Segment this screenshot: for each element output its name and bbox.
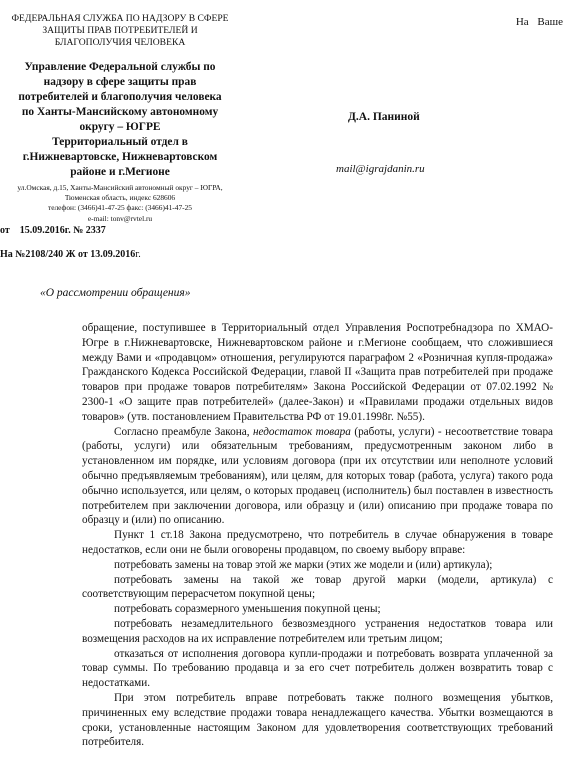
department-line: округу – ЮГРЕ [79, 121, 161, 133]
department-line: г.Нижневартовске, Нижневартовском [22, 151, 218, 163]
ref-date: 13.09.2016 [90, 249, 136, 260]
ref-date: 15.09.2016 [19, 225, 65, 236]
letter-body [82, 321, 553, 750]
body-text: (работы, услуги) - несоответствие товара (работы, услуги) или обязательным требованиям, предусмотренным законом либо в установленном им порядке, или условиям договора (при их отсутствии или неполноте условий обычно предъявляемым требованиям), или целям, для которых товар (работа, услуга) такого рода обычно используется, или целям, о которых продавец (исполнитель) был поставлен в известность потребителем при заключении договора, или образцу и (или) описанию при продаже товара по образцу и (или) по описанию. [82, 425, 553, 527]
department-name [4, 60, 236, 180]
address-line: телефон: (3466)41-47-25 факс: (3466)41-47-25 [47, 203, 192, 213]
address-line: Тюменская область, индекс 628606 [64, 193, 176, 203]
department-line: Территориальный отдел в [52, 136, 188, 148]
list-item: потребовать замены на товар этой же марки (этих же модели и (или) артикула); [114, 558, 493, 571]
defined-term: недостаток товара [253, 425, 351, 438]
list-item: потребовать соразмерного уменьшения покупной цены; [114, 603, 381, 616]
ref-mid: от [78, 249, 88, 260]
department-line: районе и г.Мегионе [70, 166, 170, 178]
ref-mid: г. № [64, 225, 84, 236]
body-text: Согласно преамбуле Закона, [114, 425, 253, 438]
agency-line: ФЕДЕРАЛЬНАЯ СЛУЖБА ПО НАДЗОРУ В СФЕРЕ [11, 13, 229, 24]
recipient-email: mail@igrajdanin.ru [336, 163, 425, 175]
list-item: потребовать незамедлительного безвозмездного устранения недостатков товара или возмещения расходов на их исправление потребителем или третьим лицом; [82, 617, 553, 645]
ref-prefix: от [0, 225, 10, 236]
recipient-name: Д.А. Паниной [348, 111, 420, 123]
agency-name [4, 13, 236, 49]
ref-prefix: На № [0, 249, 26, 260]
department-line: надзору в сфере защиты прав [43, 76, 197, 88]
list-item: отказаться от исполнения договора купли-продажи и потребовать возврата уплаченной за товар суммы. По требованию продавца и за его счет потребитель должен возвратить товар с недостатками. [82, 647, 553, 690]
list-item: потребовать замены на такой же товар другой марки (модели, артикула) с соответствующим перерасчетом покупной цены; [82, 573, 553, 601]
department-line: Управление Федеральной службы по [24, 61, 216, 73]
department-line: по Ханты-Мансийскому автономному [21, 106, 219, 118]
ref-number: 2337 [85, 225, 106, 236]
letter-subject: «О рассмотрении обращения» [40, 287, 191, 299]
incoming-reference [0, 249, 141, 260]
ref-suffix: г. [135, 249, 141, 260]
agency-line: БЛАГОПОЛУЧИЯ ЧЕЛОВЕКА [54, 37, 186, 48]
address-line: e-mail: tonv@rvtel.ru [87, 213, 153, 223]
department-address [4, 183, 236, 224]
body-paragraph: При этом потребитель вправе потребовать также полного возмещения убытков, причиненных ему вследствие продажи товара ненадлежащего качества. Убытки возмещаются в сроки, установленные настоящим Законом для удовлетворения соответствующих требований потребителя. [82, 691, 553, 749]
address-line: ул.Омская, д.15, Ханты-Мансийский автономный округ – ЮГРА, [17, 183, 223, 192]
outgoing-reference [0, 225, 106, 236]
reply-reference-label: На Ваше [515, 16, 563, 28]
department-line: потребителей и благополучия человека [18, 91, 222, 103]
body-paragraph [82, 425, 553, 529]
body-paragraph: Пункт 1 ст.18 Закона предусмотрено, что потребитель в случае обнаружения в товаре недостатков, если они не были оговорены продавцом, по своему выбору вправе: [82, 529, 553, 556]
ref-number: 2108/240 Ж [25, 249, 76, 260]
body-paragraph: обращение, поступившее в Территориальный отдел Управления Роспотребнадзора по ХМАО-Югре в г.Нижневартовске, Нижневартовском районе и г.Мегионе сообщаем, что сложившиеся между Вами и «продавцом» отношения, регулируются параграфом 2 «Розничная купля-продажа» Гражданского Кодекса Российской Федерации, главой II «Защита прав потребителей при продаже товаров при продаже товаров потребителям» Закона Российской Федерации от 07.02.1992 № 2300-1 «О защите прав потребителей» (далее-Закон) и «Правилами продажи отдельных видов товаров» (утв. постановлением Правительства РФ от 19.01.1998г. №55). [82, 322, 553, 423]
agency-line: ЗАЩИТЫ ПРАВ ПОТРЕБИТЕЛЕЙ И [42, 25, 198, 36]
